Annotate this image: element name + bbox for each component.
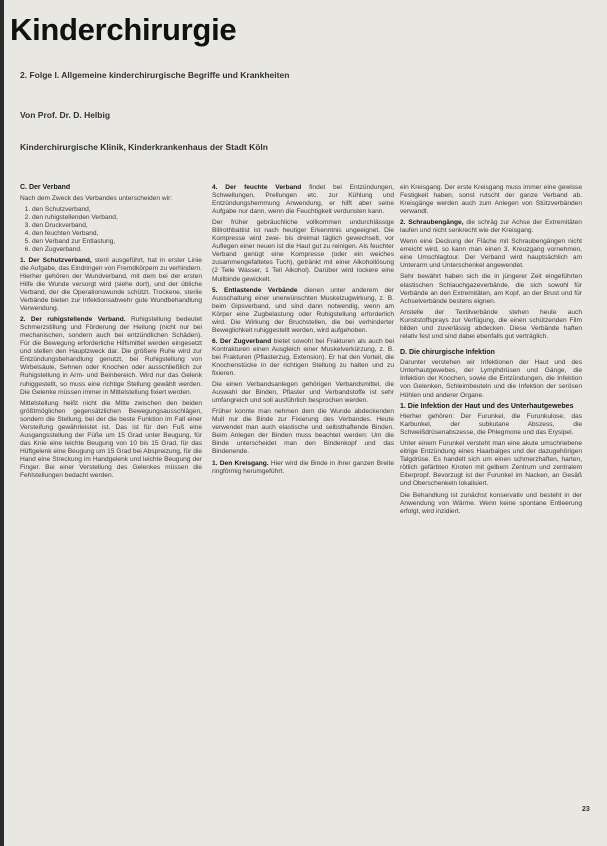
article-title: Kinderchirurgie — [10, 12, 237, 47]
paragraph: Die einen Verbandsanlegen gehörigen Verbandsmittel, die Auswahl der Binden, Pflaster und Verbandstoffe ist sehr umfangreich und soll ausführlich besprochen werden. — [212, 381, 394, 405]
section-heading-verband: C. Der Verband — [20, 184, 71, 191]
paragraph-lead: 4. Der feuchte Verband — [212, 184, 302, 191]
paragraph-text: dienen unter anderem der Ausschaltung einer unerwünschten Muskelzugwirkung, z. B. beim Gipsverband, und sind dann notwendig, wenn am Körper eine Zugbelastung oder Ruhigstellung erforderlich wird. Die Wirkung der Bruchstellen, die bei verhinderter Beweglichkeit ruhiggestellt werden, wird aufgehoben. — [212, 286, 394, 334]
author-line: Von Prof. Dr. D. Helbig — [20, 110, 111, 120]
paragraph-text: findet bei Entzündungen, Schwellungen, Prellungen etc. zur Kühlung und Entzündungshemmung Anwendung, er hilft aber seine Aufgabe nur dann, wenn die Feuchtigkeit verdunsten kann. — [212, 184, 394, 216]
list-item: 6. den Zugverband. — [32, 246, 202, 254]
paragraph — [212, 184, 394, 216]
list-item: 4. den feuchten Verband, — [32, 230, 202, 238]
paragraph: Darunter verstehen wir Infektionen der Haut und des Unterhautgewebes, der Lymphdrüsen und Gänge, die Infektion der Knochen, sowie die Entzündungen, die Infektion von Gelenken, Schleimbeuteln und die Infektion der serösen Höhlen und anderer Organe. — [400, 359, 582, 399]
verband-list — [20, 206, 202, 254]
paragraph — [212, 338, 394, 378]
paragraph-text: die schräg zur Achse der Extremitäten laufen und nicht senkrecht wie der Kreisgang. — [400, 219, 582, 235]
paragraph-lead: 2. Der ruhigstellende Verband. — [20, 316, 126, 324]
paragraph: Der früher gebräuchliche vollkommen undurchlässige Billrothbattist ist nach heutiger Erkenntnis ungeeignet. Die Kompresse wird zwei- bis dreimal täglich gewechselt, vor Auflegen einer neuen ist die Haut gut zu reinigen. Als feuchter Verband genügt eine Kompresse (oder ein weiches zusammengefaltetes Tuch), getränkt mit einer Alkohollösung (2 Teile Wasser, 1 Teil Alkohol). Darüber wird lockere eine Mullbinde gewickelt. — [212, 219, 394, 283]
paragraph: Anstelle der Textilverbände stehen heute auch Kunststoffsprays zur Verfügung, die einen schützenden Film bilden und zuverlässig abdecken. Diese Verbände haften relativ fest und sind dabei ebenfalls gut verträglich. — [400, 308, 582, 340]
paragraph: Unter einem Furunkel versteht man eine akute umschriebene eitrige Entzündung eines Haarbalges und der dazugehörigen Talgdrüse. Es handelt sich um einen schmerzhaften, harten, rötlich gefärbten Knoten mit gelbem Zentrum und zentralem Eiterpropf. Bevorzugt ist der Furunkel im Nacken, an Gesäß und Oberschenkeln lokalisiert. — [400, 440, 582, 488]
paragraph: Wenn eine Deckung der Fläche mit Schraubengängen nicht erreicht wird, so kann man einen 3. Kreuzgang vornehmen, eine Umschlagtour. Der Verband wird hauptsächlich am Unterarm und Unterschenkel angewendet. — [400, 238, 582, 270]
paragraph — [20, 257, 202, 313]
paragraph-text: Hier wird die Binde in ihrer ganzen Breite ringförmig herumgeführt. — [212, 459, 394, 475]
paragraph: Sehr bewährt haben sich die in jüngerer Zeit eingeführten elastischen Schlauchgazeverbände, die sich sowohl für Verbände an den Extremitäten, am Kopf, an der Brust und für Achselverbände bestens eignen. — [400, 273, 582, 305]
paragraph: Nach dem Zweck des Verbandes unterscheiden wir: — [20, 194, 173, 202]
paragraph: ein Kreisgang. Der erste Kreisgang muss immer eine gewisse Festigkeit haben, sonst rutscht der ganze Verband ab. Kreisgänge werden auch zum Anlegen von Stützverbänden verwandt. — [400, 184, 582, 216]
paragraph: Hierher gehören: Der Furunkel, die Furunkulose, das Karbunkel, der subkutane Abszess, die Schweißdrüsenabszesse, die Phlegmone und das Erysipel. — [400, 413, 582, 437]
text-column-2 — [212, 184, 394, 820]
page-number: 23 — [582, 806, 590, 813]
list-item: 1. den Schutzverband, — [32, 206, 202, 214]
clinic-line: Kinderchirurgische Klinik, Kinderkrankenhaus der Stadt Köln — [20, 142, 268, 152]
paragraph: Früher konnte man nehmen dem die Wunde abdeckenden Mull nur die Binde zur Fixierung des Verbandes. Heute verwendet man auch elastische und selbsthaftende Binden. Beim Anlegen der Binden muss beachtet werden: Um die Binde unterscheidet man den Bindenkopf und das Bindenende. — [212, 408, 394, 456]
text-column-3 — [400, 184, 582, 820]
paragraph-text: Ruhigstellung bedeutet Schmerzstillung und Förderung der Heilung (nicht nur bei mechanischen, sondern auch bei entzündlichen Schäden). Für die Bewegung erforderliche Hilfsmittel werden eingesetzt und stellen den Hauptzweck dar. Die größere Ruhe wird zur Entzündungsbehandlung genutzt, bei Ruhigstellung von Wirbelsäule, Sehnen oder Knochen oder ausschließlich zur Ruhigstellung in Arm- und Beinbereich. Wird nur das Gelenk ruhiggestellt, so muss eine richtige Stellung gewählt werden. Die Gelenke müssen immer in Mittelstellung fixiert werden. — [20, 316, 202, 396]
paragraph: Mittelstellung heißt nicht die Mitte zwischen den beiden größtmöglichen gegensätzlichen Bewegungsausschlägen, sondern die Stellung, bei der die beste Funktion im Fall einer Versteifung gewährleistet ist. Das ist für den Fuß eine Ausgangsstellung der Füße um 15 Grad unter Beugung, für das Knie eine leichte Beugung von 10 bis 15 Grad, für das Hüftgelenk eine Beugung um 15 Grad bei Abspreizung, für die Hand eine Streckung im Handgelenk und leichte Beugung der Finger. Bei einer Verstellung des Gelenkes müssen die Fehlstellungen bedacht werden. — [20, 399, 202, 480]
paragraph — [400, 219, 582, 235]
page-edge — [0, 0, 4, 846]
paragraph-text: bietet sowohl bei Frakturen als auch bei Kontrakturen einen Ausgleich einer Muskelverkürzung, z. B. bei Frakturen (Pflasterzug, Extension). Er hat den Vorteil, die Knochenstücke in der richtigen Stellung zu halten und zu fixieren. — [212, 337, 394, 378]
paragraph — [20, 316, 202, 396]
paragraph-lead: 1. Den Kreisgang. — [212, 459, 269, 467]
section-heading-infektion: D. Die chirurgische Infektion — [400, 348, 495, 356]
paragraph — [212, 460, 394, 476]
list-item: 3. den Druckverband, — [32, 222, 202, 230]
list-item: 2. den ruhigstellenden Verband, — [32, 214, 202, 222]
paragraph-text: steril ausgeführt, hat in erster Linie die Aufgabe, das Eindringen von Fremdkörpern zu verhindern. Hierher gehören der Wundverband, mit dem bei der ersten Hilfe die Wunde versorgt wird (siehe dort), und der übliche Verband, der die Operationswunde schützt. Trockene, sterile Verbände bieten zur Infektionsabwehr gute Wundbehandlung Verwendung. — [20, 256, 202, 313]
list-item: 5. den Verband zur Entlastung, — [32, 238, 202, 246]
paragraph-lead: 2. Schraubengänge, — [400, 219, 464, 227]
text-column-1 — [20, 184, 202, 820]
paragraph: Die Behandlung ist zunächst konservativ und besteht in der Anwendung von Wärme. Wenn keine spontane Entleerung erfolgt, wird inzidiert. — [400, 491, 582, 515]
series-line: 2. Folge I. Allgemeine kinderchirurgische Begriffe und Krankheiten — [20, 70, 290, 80]
subsection-heading: 1. Die Infektion der Haut und des Unterhautgewebes — [400, 402, 574, 410]
paragraph-lead: 1. Der Schutzverband, — [20, 256, 92, 264]
paragraph-lead: 6. Der Zugverband — [212, 337, 272, 345]
paragraph-lead: 5. Entlastende Verbände — [212, 286, 298, 294]
paragraph — [212, 287, 394, 335]
